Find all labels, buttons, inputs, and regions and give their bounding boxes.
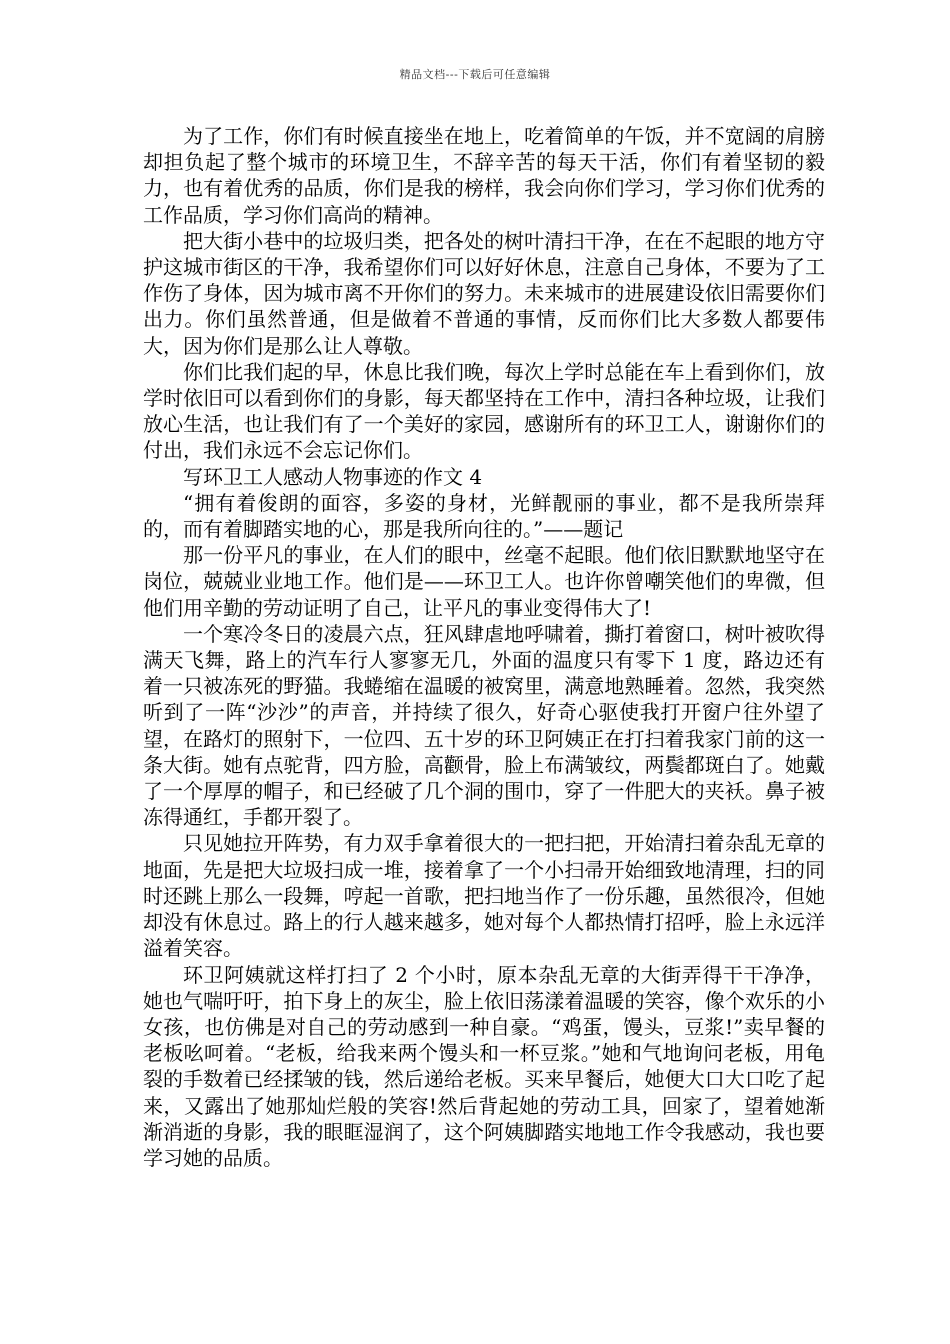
paragraph: 你们比我们起的早，休息比我们晚，每次上学时总能在车上看到你们，放学时依旧可以看到你们的身影，每天都坚持在工作中，清扫各种垃圾，让我们放心生活，也让我们有了一个美好的家园，感谢所有的环卫工人，谢谢你们的付出，我们永远不会忘记你们。 [143,359,825,463]
document-body [143,123,825,1171]
paragraph: 为了工作，你们有时候直接坐在地上，吃着简单的午饭，并不宽阔的肩膀却担负起了整个城市的环境卫生，不辞辛苦的每天干活，你们有着坚韧的毅力，也有着优秀的品质，你们是我的榜样，我会向你们学习，学习你们优秀的工作品质，学习你们高尚的精神。 [143,124,825,227]
paragraph: 把大街小巷中的垃圾归类，把各处的树叶清扫干净，在在不起眼的地方守护这城市街区的干净，我希望你们可以好好休息，注意自己身体，不要为了工作伤了身体，因为城市离不开你们的努力。未来城市的进展建设依旧需要你们出力。你们虽然普通，但是做着不普通的事情，反而你们比大多数人都要伟大，因为你们是那么让人尊敬。 [143,228,825,358]
epigraph: “拥有着俊朗的面容，多姿的身材，光鲜靓丽的事业，都不是我所崇拜的，而有着脚踏实地的心，那是我所向往的。”——题记 [143,490,825,542]
essay-title: 写环卫工人感动人物事迹的作文 4 [183,464,483,489]
paragraph: 环卫阿姨就这样打扫了 2 个小时，原本杂乱无章的大街弄得干干净净，她也气喘吁吁，拍下身上的灰尘，脸上依旧荡漾着温暖的笑容，像个欢乐的小女孩，也仿佛是对自己的劳动感到一种自豪。“鸡蛋，馒头，豆浆!”卖早餐的老板吆呵着。“老板，给我来两个馒头和一杯豆浆。”她和气地询问老板，用龟裂的手数着已经揉皱的钱，然后递给老板。买来早餐后，她便大口大口吃了起来，又露出了她那灿烂般的笑容!然后背起她的劳动工具，回家了，望着她渐渐消逝的身影，我的眼眶湿润了，这个阿姨脚踏实地地工作令我感动，我也要学习她的品质。 [143,962,825,1170]
paragraph: 只见她拉开阵势，有力双手拿着很大的一把扫把，开始清扫着杂乱无章的地面，先是把大垃圾扫成一堆，接着拿了一个小扫帚开始细致地清理，扫的同时还跳上那么一段舞，哼起一首歌，把扫地当作了一份乐趣，虽然很冷，但她却没有休息过。路上的行人越来越多，她对每个人都热情打招呼，脸上永远洋溢着笑容。 [143,831,825,961]
page-header: 精品文档---下载后可任意编辑 [399,68,551,81]
paragraph: 一个寒冷冬日的凌晨六点，狂风肆虐地呼啸着，撕打着窗口，树叶被吹得满天飞舞，路上的汽车行人寥寥无几，外面的温度只有零下 1 度，路边还有着一只被冻死的野猫。我蜷缩在温暖的被窝里，满意地熟睡着。忽然，我突然听到了一阵“沙沙”的声音，并持续了很久，好奇心驱使我打开窗户往外望了望，在路灯的照射下，一位四、五十岁的环卫阿姨正在打扫着我家门前的这一条大街。她有点驼背，四方脸，高颧骨，脸上布满皱纹，两鬓都斑白了。她戴了一个厚厚的帽子，和已经破了几个洞的围巾，穿了一件肥大的夹袄。鼻子被冻得通红，手都开裂了。 [143,621,825,830]
paragraph: 那一份平凡的事业，在人们的眼中，丝毫不起眼。他们依旧默默地坚守在岗位，兢兢业业地工作。他们是——环卫工人。也许你曾嘲笑他们的卑微，但他们用辛勤的劳动证明了自己，让平凡的事业变得伟大了! [143,543,825,620]
